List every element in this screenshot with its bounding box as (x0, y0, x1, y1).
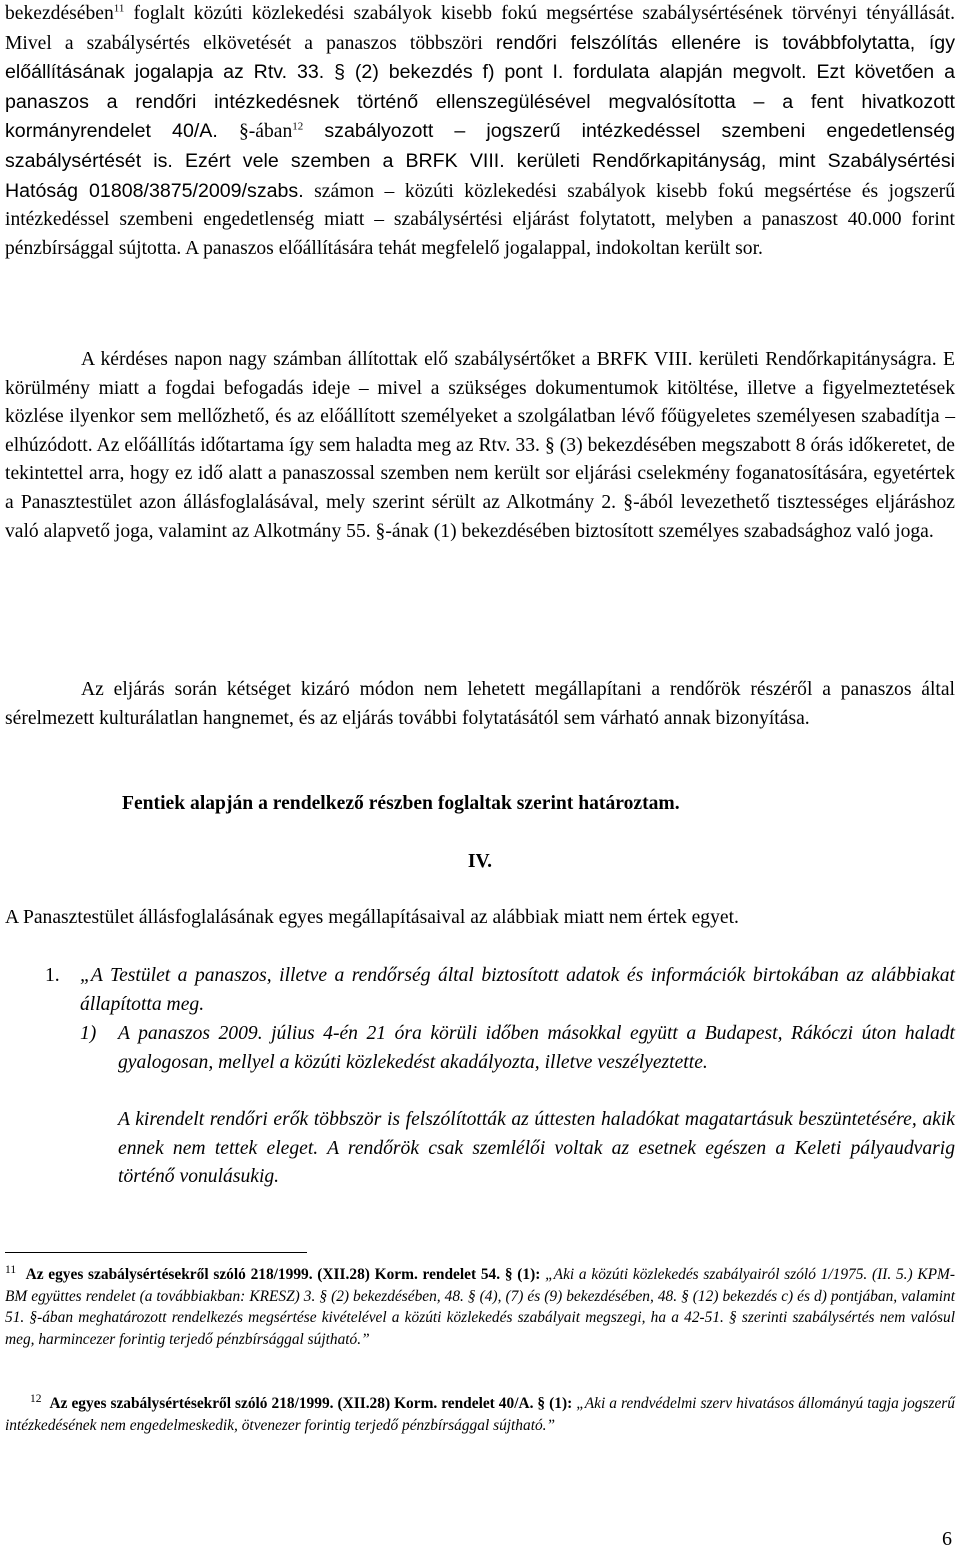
text-run: rendőri felszólítás ellenére is továbbfolytatta, így előállításának jogalapja az Rtv. 33. § (2) bekezdés f) pont I. fordulata alapján megvolt. Ezt követően a panaszos a rendőri intézkedésnek történő ellenszegülésével megvalósította – a fent hivatkozott kormányrendelet 40/A. (5, 31, 955, 143)
item-1-text: „A Testület a panaszos, illetve a rendőrség által biztosított adatok és információk birtokában az alábbiakat állapította meg. (80, 965, 955, 1015)
footnote-number: 11 (5, 1263, 17, 1276)
footnote-title: Az egyes szabálysértésekről szóló 218/1999. (XII.28) Korm. rendelet 54. § (1): (25, 1266, 541, 1283)
sub-item-1-text: A panaszos 2009. július 4-én 21 óra körüli időben másokkal együtt a Budapest, Rákóczi úton haladt gyalogosan, mellyel a közúti közlekedést akadályozta, illetve veszélyeztette. (118, 1023, 955, 1073)
text-run: bekezdésében (5, 3, 114, 24)
sub-item-1-number: 1) (80, 1023, 97, 1044)
paragraph-text: A kérdéses napon nagy számban állítottak elő szabálysértőket a BRFK VIII. kerületi Rendőrkapitányságra. E körülmény miatt a fogdai befogadás ideje – mivel a szükséges dokumentumok kitöltése, illetve a figyelmeztetések közlése ilyenkor sem mellőzhető, és az előállított személyeket a szolgálatban lévő főügyeletes személyesen szabadítja – elhúzódott. Az előállítás időtartama így sem haladta meg az Rtv. 33. § (3) bekezdésében megszabott 8 órás időkeretet, de tekintettel arra, hogy ez idő alatt a panaszossal szemben nem került sor eljárási cselekmény foganatosítására, egyetértek a Panasztestület azon állásfoglalásával, mely szerint sérült az Alkotmány 2. §-ából levezethető tisztességes eljáráshoz való alapvető joga, valamint az Alkotmány 55. §-ának (1) bekezdésében biztosított személyes szabadsághoz való joga. (5, 349, 955, 542)
section-heading: IV. (467, 851, 493, 872)
footnote-title: Az egyes szabálysértésekről szóló 218/1999. (XII.28) Korm. rendelet 40/A. § (1): (49, 1395, 573, 1412)
text-run: §-ában (238, 121, 293, 143)
footnote-11 (5, 1264, 955, 1350)
paragraph-2 (5, 346, 955, 546)
paragraph-4: A Panasztestület állásfoglalásának egyes megállapításaival az alábbiak miatt nem értek egyet. (5, 907, 739, 928)
footnote-ref-11[interactable]: 11 (113, 2, 125, 15)
text-run: foglalt közúti közlekedési szabályok kisebb fokú megsértése szabálysértésének törvényi tényállását. Mivel a szabálysértés elkövetését a panaszos többszöri (5, 3, 955, 54)
text-run: számon – közúti közlekedési szabályok kisebb fokú megsértése és jogszerű intézkedéssel szembeni engedetlenség miatt – szabálysértési eljárást folytatott, melyben a panaszost 40.000 forint pénzbírsággal sújtotta. A panaszos előállítására tehát megfelelő jogalappal, indokoltan került sor. (5, 180, 955, 259)
paragraph-text: Az eljárás során kétséget kizáró módon nem lehetett megállapítani a rendőrök részéről a panaszos által sérelmezett kulturálatlan hangnemet, és az eljárás további folytatásától sem várható annak bizonyítása. (5, 679, 955, 729)
footnote-12 (5, 1393, 955, 1436)
page-number: 6 (942, 1528, 952, 1550)
text-run: szabályozott – jogszerű intézkedéssel szembeni engedetlenség szabálysértését is. Ezért vele szemben a BRFK VIII. kerületi Rendőrkapitányság, mint Szabálysértési Hatóság 01808/3875/2009/szabs. (5, 120, 955, 202)
footnote-number: 12 (30, 1392, 42, 1405)
item-1-number: 1. (45, 965, 60, 986)
footnote-quote: „Aki a rendvédelmi szerv hivatásos állományú tagja jogszerű intézkedésének nem engedelmeskedik, ötvenezer forintig terjedő pénzbírsággal sújtható.” (5, 1395, 955, 1434)
footnote-quote: „Aki a közúti közlekedés szabályairól szóló 1/1975. (II. 5.) KPM-BM együttes rendelet (a továbbiakban: KRESZ) 3. § (2) bekezdésében, 48. § (4), (7) és (9) bekezdésében, 48. § (12) bekezdés c) és d) pontjában, valamint 51. §-ában meghatározott rendelkezés megsértése kivételével a közúti közlekedés szabályait megszegi, ha a 42-51. § szerinti szabálysértés nem valósul meg, harmincezer forintig terjedő pénzbírsággal sújtható.” (5, 1266, 955, 1348)
footnote-separator (5, 1252, 307, 1253)
decision-line: Fentiek alapján a rendelkező részben foglaltak szerint határoztam. (122, 793, 680, 814)
footnote-ref-12[interactable]: 12 (292, 120, 304, 133)
paragraph-3 (5, 676, 955, 733)
paragraph-1 (5, 0, 955, 263)
sub-item-1-text-continued: A kirendelt rendőri erők többször is felszólították az úttesten haladókat magatartásuk beszüntetésére, akik ennek nem tettek eleget. A rendőrök csak szemlélői voltak az esetnek egészen a Keleti pályaudvarig történő vonulásukig. (118, 1109, 955, 1188)
